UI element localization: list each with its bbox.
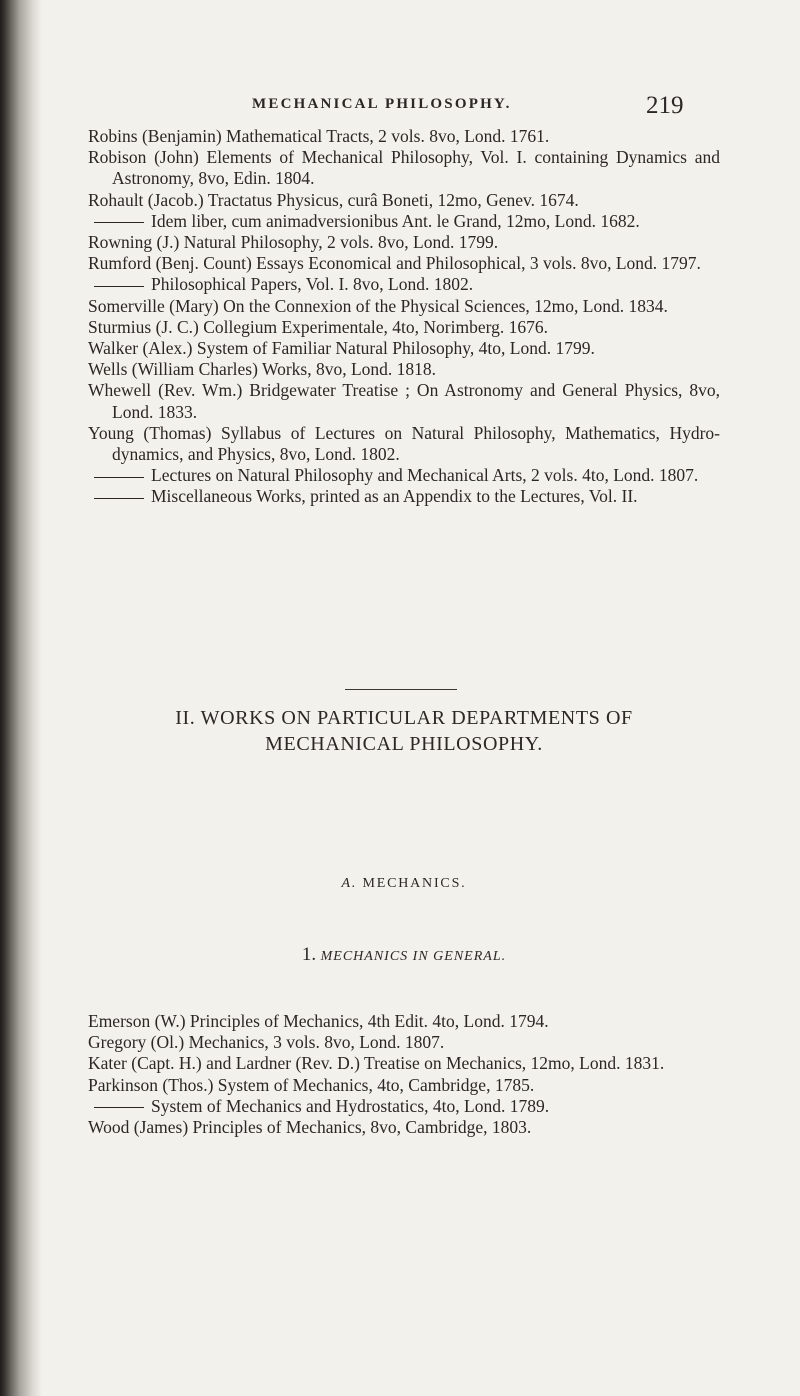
subsection-letter: A. — [341, 876, 358, 891]
bibliography-entry: Gregory (Ol.) Mechanics, 3 vols. 8vo, Lond. 1807. — [88, 1032, 445, 1053]
bibliography-entry: Sturmius (J. C.) Collegium Experimentale, 4to, Norimberg. 1676. — [88, 316, 548, 337]
bibliography-entry: Young (Thomas) Syllabus of Lectures on Natural Philosophy, Mathematics, Hydro-dynamics, and Physics, 8vo, Lond. 1802. — [88, 422, 720, 465]
bibliography-entry: Rohault (Jacob.) Tractatus Physicus, curâ Boneti, 12mo, Genev. 1674. — [88, 189, 579, 210]
bibliography-entry: Parkinson (Thos.) System of Mechanics, 4to, Cambridge, 1785. — [88, 1074, 535, 1095]
subsection-heading — [88, 876, 720, 892]
bibliography-entry-ditto: Miscellaneous Works, printed as an Appendix to the Lectures, Vol. II. — [88, 486, 720, 507]
subsubsection-number: 1. — [301, 944, 317, 965]
book-spine-shadow — [0, 0, 42, 1396]
bibliography-entry: Somerville (Mary) On the Connexion of the Physical Sciences, 12mo, Lond. 1834. — [88, 295, 668, 316]
bibliography-entry: Robison (John) Elements of Mechanical Philosophy, Vol. I. containing Dynamics and Astronomy, 8vo, Edin. 1804. — [88, 147, 720, 189]
section-heading-line-2: MECHANICAL PHILOSOPHY. — [265, 733, 543, 755]
bibliography-entry-ditto: Idem liber, cum animadversionibus Ant. le Grand, 12mo, Lond. 1682. — [88, 211, 720, 232]
bibliography-entry: Rowning (J.) Natural Philosophy, 2 vols. 8vo, Lond. 1799. — [88, 232, 499, 253]
bibliography-list-mechanics — [88, 1011, 720, 1138]
section-heading-line-1: II. WORKS ON PARTICULAR DEPARTMENTS OF — [175, 707, 633, 729]
bibliography-entry: Rumford (Benj. Count) Essays Economical and Philosophical, 3 vols. 8vo, Lond. 1797. — [88, 253, 701, 274]
bibliography-entry: Wells (William Charles) Works, 8vo, Lond. 1818. — [88, 359, 437, 380]
subsubsection-heading — [88, 944, 720, 966]
running-head: MECHANICAL PHILOSOPHY. — [252, 96, 512, 112]
bibliography-entry: Whewell (Rev. Wm.) Bridgewater Treatise ; On Astronomy and General Physics, 8vo, Lond. 1833. — [88, 380, 720, 422]
bibliography-entry: Kater (Capt. H.) and Lardner (Rev. D.) Treatise on Mechanics, 12mo, Lond. 1831. — [88, 1053, 665, 1074]
bibliography-entry-ditto: Lectures on Natural Philosophy and Mechanical Arts, 2 vols. 4to, Lond. 1807. — [88, 465, 720, 486]
bibliography-list-general — [88, 126, 720, 508]
bibliography-entry: Robins (Benjamin) Mathematical Tracts, 2 vols. 8vo, Lond. 1761. — [88, 126, 550, 146]
bibliography-entry: Wood (James) Principles of Mechanics, 8vo, Cambridge, 1803. — [88, 1117, 532, 1138]
bibliography-entry-ditto: System of Mechanics and Hydrostatics, 4to, Lond. 1789. — [88, 1096, 720, 1117]
subsubsection-title: MECHANICS IN GENERAL. — [320, 949, 507, 964]
bibliography-entry: Walker (Alex.) System of Familiar Natural Philosophy, 4to, Lond. 1799. — [88, 338, 595, 359]
section-divider-rule — [345, 689, 457, 690]
page-number: 219 — [646, 92, 684, 119]
page-header — [0, 92, 800, 122]
subsection-title: MECHANICS. — [362, 876, 467, 891]
section-heading — [88, 705, 720, 757]
bibliography-entry: Emerson (W.) Principles of Mechanics, 4th Edit. 4to, Lond. 1794. — [88, 1011, 549, 1031]
bibliography-entry-ditto: Philosophical Papers, Vol. I. 8vo, Lond. 1802. — [88, 274, 720, 295]
